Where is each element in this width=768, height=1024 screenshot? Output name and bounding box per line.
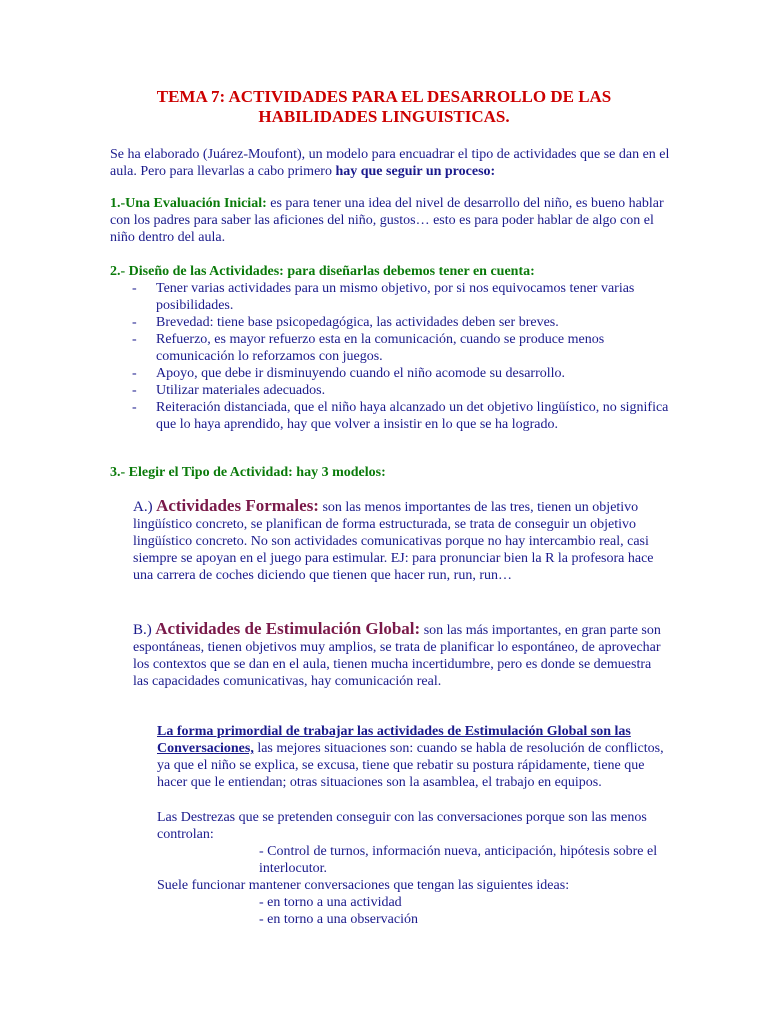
list-item-text: Utilizar materiales adecuados. (156, 383, 326, 398)
list-item (110, 399, 670, 433)
intro-text: Se ha elaborado (Juárez-Moufont), un modelo para encuadrar el tipo de actividades que se dan en el aula. Pero para llevarlas a cabo primero (110, 147, 670, 179)
dash-bullet: - (132, 400, 137, 415)
list-item-text: Reiteración distanciada, que el niño haya alcanzado un det objetivo lingüístico, no significa que lo haya aprendido, hay que volver a insistir en lo que se ha logrado. (156, 400, 669, 432)
list-item (110, 314, 670, 331)
section-1-text: es para tener una idea del nivel de desarrollo del niño, es bueno hablar con los padres para saber las aficiones del niño, gustos… esto es para poder hablar de algo con el niño dentro del aula. (110, 196, 664, 245)
destrezas-paragraph: Las Destrezas que se pretenden conseguir con las conversaciones porque son las menos controlan: (157, 810, 647, 842)
conversations-text: las mejores situaciones son: cuando se habla de resolución de conflictos, ya que el niño se explica, se excusa, tiene que rebatir su postura rápidamente, tiene que hacer que le entiendan; otras situaciones son la asamblea, el trabajo en equipos. (157, 741, 664, 790)
section-3-heading: 3.- Elegir el Tipo de Actividad: hay 3 modelos: (110, 465, 386, 480)
model-b-letter: B.) (133, 622, 152, 638)
suele-paragraph: Suele funcionar mantener conversaciones que tengan las siguientes ideas: (157, 878, 570, 893)
model-b-text: son las más importantes, en gran parte son espontáneas, tienen objetivos muy amplios, se trata de planificar lo espontáneo, de aprovechar los contextos que se dan en el aula, tienen mucha incertidumbre, pero es donde se demuestra las capacidades comunicativas, hay comunicación real. (133, 623, 661, 689)
section-1-paragraph (110, 195, 670, 246)
dash-bullet: - (132, 366, 137, 381)
section-2-list (110, 280, 670, 433)
conversations-underlined: La forma primordial de trabajar las actividades de Estimulación Global son las Conversaciones, (157, 724, 631, 756)
page-title (100, 87, 668, 127)
dash-bullet: - (132, 383, 137, 398)
section-2-heading: 2.- Diseño de las Actividades: para diseñarlas debemos tener en cuenta: (110, 264, 535, 279)
list-item (110, 382, 670, 399)
dash-bullet: - (132, 281, 137, 296)
intro-paragraph (110, 146, 670, 180)
list-item (110, 365, 670, 382)
model-b-paragraph (133, 620, 663, 690)
title-line-2: HABILIDADES LINGUISTICAS. (258, 107, 510, 126)
model-a-paragraph (133, 497, 663, 584)
idea-line-1: - en torno a una actividad (259, 895, 402, 910)
title-line-1: TEMA 7: ACTIVIDADES PARA EL DESARROLLO DE LAS (156, 87, 612, 106)
model-a-text: son las menos importantes de las tres, tienen un objetivo lingüístico concreto, se planifican de forma estructurada, se trata de conseguir un objetivo lingüístico concreto. No son actividades comunicativas porque no hay intercambio real, casi siempre se apoyan en el juego para estimular. EJ: para pronunciar bien la R la profesora hace una carrera de coches diciendo que tienen que hacer run, run, run… (133, 500, 654, 583)
list-item (110, 280, 670, 314)
control-line: - Control de turnos, información nueva, anticipación, hipótesis sobre el interlocutor. (259, 844, 658, 876)
list-item-text: Refuerzo, es mayor refuerzo esta en la comunicación, cuando se produce menos comunicación lo reforzamos con juegos. (156, 332, 605, 364)
model-b-heading: Actividades de Estimulación Global: (155, 619, 421, 638)
list-item-text: Apoyo, que debe ir disminuyendo cuando el niño acomode su desarrollo. (156, 366, 566, 381)
list-item-text: Tener varias actividades para un mismo objetivo, por si nos equivocamos tener varias posibilidades. (156, 281, 635, 313)
dash-bullet: - (132, 332, 137, 347)
model-a-letter: A.) (133, 499, 153, 515)
section-1-heading: 1.-Una Evaluación Inicial: (110, 196, 267, 211)
model-a-heading: Actividades Formales: (156, 496, 319, 515)
list-item-text: Brevedad: tiene base psicopedagógica, las actividades deben ser breves. (156, 315, 559, 330)
idea-line-2: - en torno a una observación (259, 912, 418, 927)
list-item (110, 331, 670, 365)
intro-bold: hay que seguir un proceso: (335, 164, 496, 179)
dash-bullet: - (132, 315, 137, 330)
conversations-paragraph (157, 723, 672, 791)
